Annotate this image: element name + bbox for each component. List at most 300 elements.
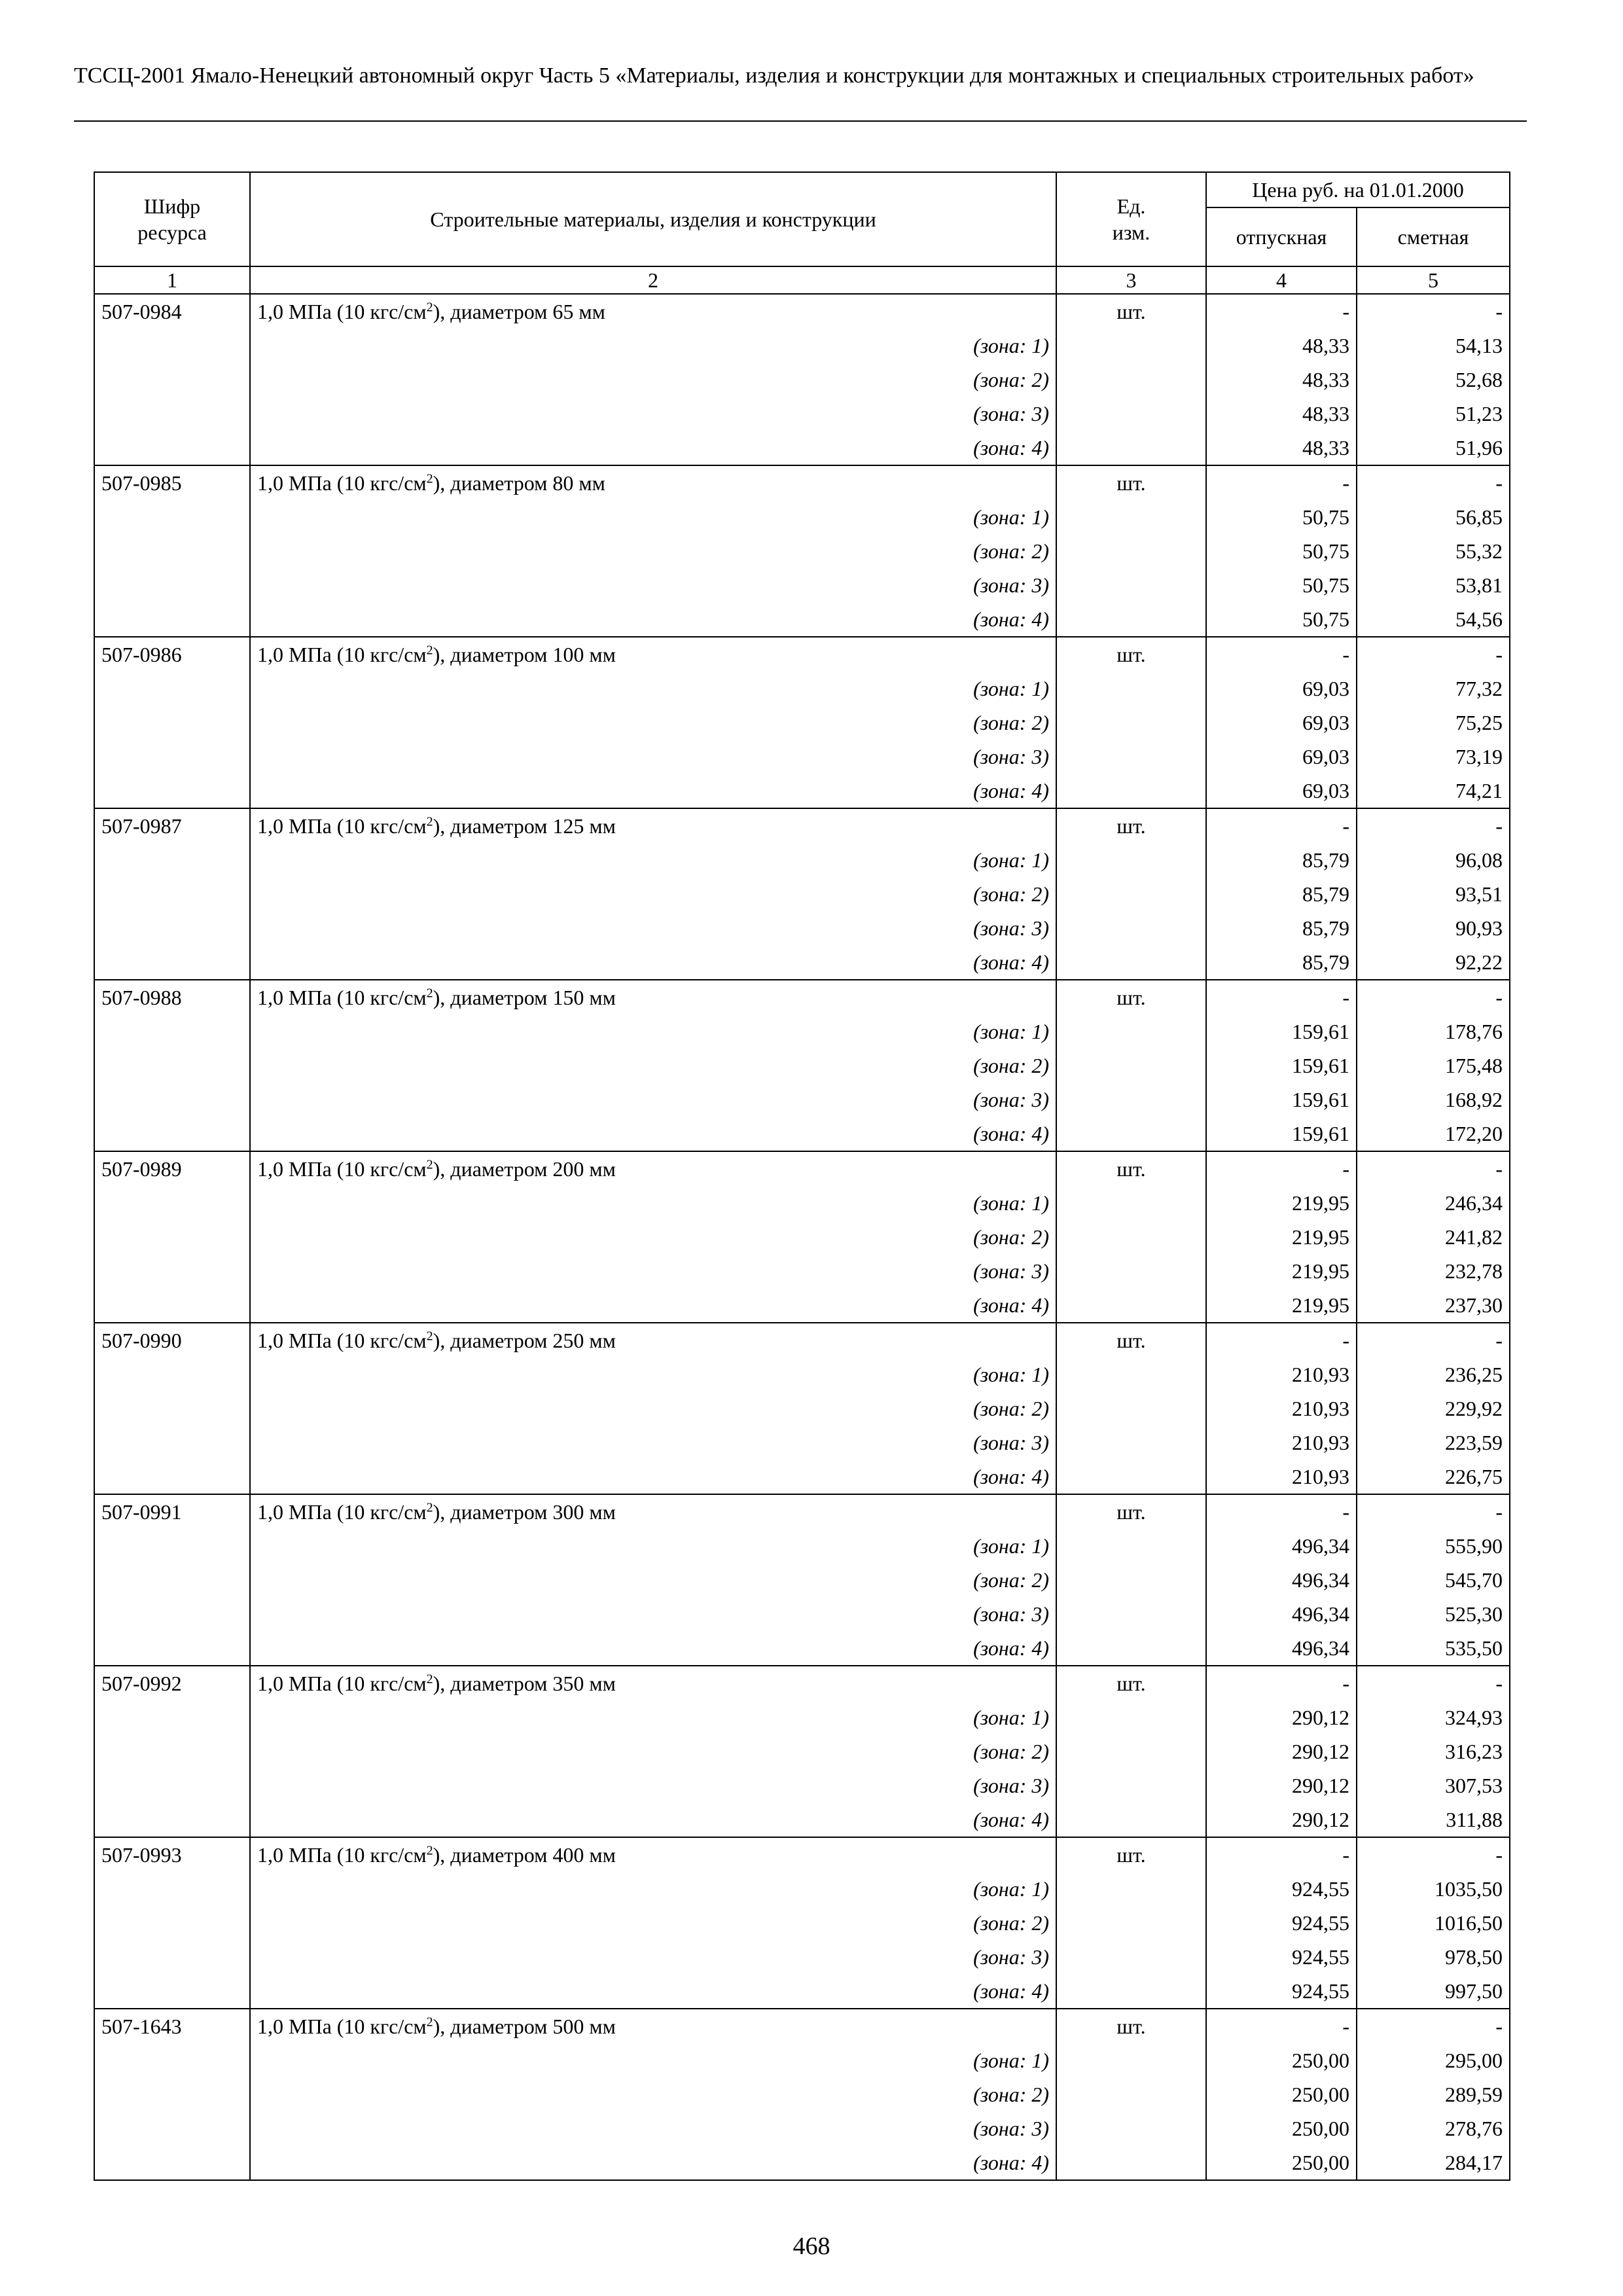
unit: шт.: [1056, 2009, 1206, 2043]
name-suffix: ), диаметром 400 мм: [433, 1843, 616, 1867]
resource-code-empty: [94, 1357, 250, 1391]
estimate-price: 93,51: [1357, 877, 1510, 911]
unit-empty: [1056, 602, 1206, 637]
release-price: 250,00: [1206, 2043, 1357, 2077]
release-price: 290,12: [1206, 1700, 1357, 1734]
estimate-price: 168,92: [1357, 1083, 1510, 1117]
zone-row: [94, 1014, 1510, 1049]
unit-empty: [1056, 363, 1206, 397]
estimate-price: 246,34: [1357, 1186, 1510, 1220]
zone-label: (зона: 4): [250, 1631, 1056, 1666]
unit-empty: [1056, 1049, 1206, 1083]
table-row: [94, 808, 1510, 843]
resource-code-empty: [94, 1186, 250, 1220]
column-number: 5: [1357, 266, 1510, 294]
release-price: 496,34: [1206, 1563, 1357, 1597]
zone-label: (зона: 2): [250, 1391, 1056, 1426]
estimate-price: 96,08: [1357, 843, 1510, 877]
resource-code-empty: [94, 1460, 250, 1494]
unit: шт.: [1056, 980, 1206, 1014]
zone-row: [94, 1529, 1510, 1563]
name-suffix: ), диаметром 500 мм: [433, 2015, 616, 2038]
name-prefix: 1,0 МПа (10 кгс/см: [257, 300, 427, 323]
material-name: [250, 465, 1056, 500]
unit-empty: [1056, 2043, 1206, 2077]
name-suffix: ), диаметром 250 мм: [433, 1329, 616, 1352]
resource-code: 507-0993: [94, 1837, 250, 1872]
release-price: -: [1206, 1666, 1357, 1700]
resource-code-empty: [94, 877, 250, 911]
estimate-price: 236,25: [1357, 1357, 1510, 1391]
unit-empty: [1056, 1529, 1206, 1563]
zone-row: [94, 1563, 1510, 1597]
unit-empty: [1056, 1254, 1206, 1288]
material-name: [250, 637, 1056, 672]
resource-code-empty: [94, 1220, 250, 1254]
name-suffix: ), диаметром 80 мм: [433, 471, 605, 495]
estimate-price: 324,93: [1357, 1700, 1510, 1734]
zone-label: (зона: 3): [250, 1768, 1056, 1803]
zone-label: (зона: 2): [250, 363, 1056, 397]
estimate-price: -: [1357, 1323, 1510, 1357]
page-number: 468: [793, 2233, 830, 2260]
resource-code-empty: [94, 500, 250, 534]
release-price: 290,12: [1206, 1803, 1357, 1837]
release-price: 219,95: [1206, 1220, 1357, 1254]
resource-code-empty: [94, 706, 250, 740]
unit-empty: [1056, 1974, 1206, 2009]
zone-row: [94, 877, 1510, 911]
name-superscript: 2: [426, 300, 433, 315]
release-price: 496,34: [1206, 1631, 1357, 1666]
estimate-price: 316,23: [1357, 1734, 1510, 1768]
resource-code-empty: [94, 672, 250, 706]
estimate-price: 545,70: [1357, 1563, 1510, 1597]
zone-label: (зона: 4): [250, 602, 1056, 637]
zone-row: [94, 1220, 1510, 1254]
unit-empty: [1056, 329, 1206, 363]
zone-label: (зона: 3): [250, 1083, 1056, 1117]
resource-code-empty: [94, 534, 250, 568]
unit-empty: [1056, 534, 1206, 568]
zone-row: [94, 1631, 1510, 1666]
zone-row: [94, 1974, 1510, 2009]
zone-label: (зона: 1): [250, 329, 1056, 363]
name-superscript: 2: [426, 1672, 433, 1687]
unit: шт.: [1056, 1837, 1206, 1872]
release-price: 250,00: [1206, 2111, 1357, 2145]
release-price: 85,79: [1206, 877, 1357, 911]
release-price: 210,93: [1206, 1426, 1357, 1460]
unit: шт.: [1056, 1494, 1206, 1529]
zone-label: (зона: 4): [250, 1803, 1056, 1837]
zone-label: (зона: 1): [250, 1529, 1056, 1563]
name-superscript: 2: [426, 1329, 433, 1344]
unit-empty: [1056, 1940, 1206, 1974]
table-row: [94, 1666, 1510, 1700]
zone-row: [94, 1803, 1510, 1837]
unit-empty: [1056, 843, 1206, 877]
resource-code-empty: [94, 1391, 250, 1426]
estimate-price: 978,50: [1357, 1940, 1510, 1974]
name-superscript: 2: [426, 814, 433, 829]
estimate-price: 295,00: [1357, 2043, 1510, 2077]
column-number: 1: [94, 266, 250, 294]
release-price: -: [1206, 808, 1357, 843]
release-price: -: [1206, 980, 1357, 1014]
name-suffix: ), диаметром 125 мм: [433, 814, 616, 838]
release-price: 85,79: [1206, 843, 1357, 877]
release-price: 250,00: [1206, 2077, 1357, 2111]
resource-code-empty: [94, 2077, 250, 2111]
unit-empty: [1056, 1083, 1206, 1117]
zone-row: [94, 1083, 1510, 1117]
release-price: 159,61: [1206, 1117, 1357, 1151]
estimate-price: 278,76: [1357, 2111, 1510, 2145]
unit-empty: [1056, 1803, 1206, 1837]
resource-code-empty: [94, 1872, 250, 1906]
unit-empty: [1056, 2111, 1206, 2145]
zone-row: [94, 431, 1510, 465]
resource-code: 507-0986: [94, 637, 250, 672]
name-superscript: 2: [426, 1157, 433, 1172]
resource-code-empty: [94, 1803, 250, 1837]
zone-row: [94, 2111, 1510, 2145]
resource-code-empty: [94, 1734, 250, 1768]
name-suffix: ), диаметром 300 мм: [433, 1500, 616, 1524]
unit-empty: [1056, 1700, 1206, 1734]
zone-row: [94, 1906, 1510, 1940]
estimate-price: 237,30: [1357, 1288, 1510, 1323]
name-superscript: 2: [426, 471, 433, 486]
zone-label: (зона: 2): [250, 1734, 1056, 1768]
estimate-price: -: [1357, 1151, 1510, 1186]
estimate-price: 997,50: [1357, 1974, 1510, 2009]
zone-label: (зона: 1): [250, 1872, 1056, 1906]
table-row: [94, 637, 1510, 672]
resource-code-empty: [94, 568, 250, 602]
release-price: 69,03: [1206, 672, 1357, 706]
name-suffix: ), диаметром 100 мм: [433, 643, 616, 666]
price-table: [94, 171, 1510, 2181]
estimate-price: 241,82: [1357, 1220, 1510, 1254]
zone-row: [94, 1049, 1510, 1083]
zone-row: [94, 329, 1510, 363]
name-prefix: 1,0 МПа (10 кгс/см: [257, 2015, 427, 2038]
estimate-price: 51,23: [1357, 397, 1510, 431]
estimate-price: 1016,50: [1357, 1906, 1510, 1940]
estimate-price: 172,20: [1357, 1117, 1510, 1151]
zone-row: [94, 1734, 1510, 1768]
release-price: 496,34: [1206, 1529, 1357, 1563]
zone-row: [94, 1426, 1510, 1460]
resource-code-empty: [94, 1049, 250, 1083]
unit-empty: [1056, 1220, 1206, 1254]
release-price: 924,55: [1206, 1940, 1357, 1974]
resource-code-empty: [94, 397, 250, 431]
estimate-price: 525,30: [1357, 1597, 1510, 1631]
zone-label: (зона: 4): [250, 1460, 1056, 1494]
zone-label: (зона: 4): [250, 431, 1056, 465]
zone-row: [94, 706, 1510, 740]
zone-row: [94, 911, 1510, 945]
zone-label: (зона: 4): [250, 1974, 1056, 2009]
unit-empty: [1056, 911, 1206, 945]
estimate-price: 178,76: [1357, 1014, 1510, 1049]
estimate-price: 56,85: [1357, 500, 1510, 534]
column-number: 4: [1206, 266, 1357, 294]
name-superscript: 2: [426, 643, 433, 658]
col-header-price: Цена руб. на 01.01.2000: [1206, 172, 1510, 207]
release-price: 50,75: [1206, 602, 1357, 637]
unit-empty: [1056, 1186, 1206, 1220]
resource-code: 507-0990: [94, 1323, 250, 1357]
release-price: 69,03: [1206, 706, 1357, 740]
resource-code-empty: [94, 1014, 250, 1049]
resource-code: 507-0991: [94, 1494, 250, 1529]
estimate-price: 53,81: [1357, 568, 1510, 602]
zone-label: (зона: 3): [250, 740, 1056, 774]
name-prefix: 1,0 МПа (10 кгс/см: [257, 471, 427, 495]
estimate-price: 232,78: [1357, 1254, 1510, 1288]
material-name: [250, 1323, 1056, 1357]
unit-empty: [1056, 431, 1206, 465]
estimate-price: -: [1357, 980, 1510, 1014]
header-rule: [74, 120, 1527, 122]
release-price: -: [1206, 1151, 1357, 1186]
unit-empty: [1056, 740, 1206, 774]
zone-row: [94, 602, 1510, 637]
zone-row: [94, 1357, 1510, 1391]
name-prefix: 1,0 МПа (10 кгс/см: [257, 643, 427, 666]
unit-empty: [1056, 568, 1206, 602]
release-price: -: [1206, 465, 1357, 500]
zone-row: [94, 1186, 1510, 1220]
col-header-unit: Ед. изм.: [1056, 172, 1206, 266]
table-body: [94, 294, 1510, 2180]
estimate-price: 77,32: [1357, 672, 1510, 706]
release-price: 159,61: [1206, 1049, 1357, 1083]
zone-label: (зона: 1): [250, 1186, 1056, 1220]
estimate-price: 223,59: [1357, 1426, 1510, 1460]
material-name: [250, 2009, 1056, 2043]
release-price: 48,33: [1206, 397, 1357, 431]
release-price: -: [1206, 1323, 1357, 1357]
resource-code-empty: [94, 1529, 250, 1563]
table-row: [94, 1494, 1510, 1529]
release-price: 85,79: [1206, 911, 1357, 945]
zone-row: [94, 843, 1510, 877]
name-prefix: 1,0 МПа (10 кгс/см: [257, 986, 427, 1009]
unit-empty: [1056, 2077, 1206, 2111]
zone-row: [94, 500, 1510, 534]
unit-empty: [1056, 1357, 1206, 1391]
unit-empty: [1056, 774, 1206, 808]
unit: шт.: [1056, 294, 1206, 329]
zone-row: [94, 2145, 1510, 2180]
unit-empty: [1056, 1426, 1206, 1460]
estimate-price: 555,90: [1357, 1529, 1510, 1563]
col-header-code: Шифр ресурса: [94, 172, 250, 266]
estimate-price: 55,32: [1357, 534, 1510, 568]
zone-label: (зона: 4): [250, 2145, 1056, 2180]
material-name: [250, 1837, 1056, 1872]
estimate-price: -: [1357, 1494, 1510, 1529]
release-price: 69,03: [1206, 774, 1357, 808]
estimate-price: 73,19: [1357, 740, 1510, 774]
resource-code-empty: [94, 431, 250, 465]
material-name: [250, 1494, 1056, 1529]
release-price: 50,75: [1206, 568, 1357, 602]
estimate-price: 229,92: [1357, 1391, 1510, 1426]
unit-empty: [1056, 1014, 1206, 1049]
name-prefix: 1,0 МПа (10 кгс/см: [257, 1672, 427, 1695]
unit-empty: [1056, 945, 1206, 980]
release-price: 50,75: [1206, 534, 1357, 568]
zone-row: [94, 1254, 1510, 1288]
release-price: -: [1206, 1837, 1357, 1872]
zone-row: [94, 1597, 1510, 1631]
resource-code: 507-1643: [94, 2009, 250, 2043]
resource-code-empty: [94, 1083, 250, 1117]
estimate-price: 51,96: [1357, 431, 1510, 465]
zone-label: (зона: 1): [250, 1357, 1056, 1391]
resource-code: 507-0984: [94, 294, 250, 329]
zone-row: [94, 2077, 1510, 2111]
unit: шт.: [1056, 1323, 1206, 1357]
unit-empty: [1056, 1734, 1206, 1768]
table-row: [94, 2009, 1510, 2043]
zone-label: (зона: 3): [250, 1254, 1056, 1288]
col-header-release: отпускная: [1206, 207, 1357, 266]
resource-code-empty: [94, 774, 250, 808]
name-prefix: 1,0 МПа (10 кгс/см: [257, 1843, 427, 1867]
unit-empty: [1056, 500, 1206, 534]
zone-row: [94, 534, 1510, 568]
estimate-price: -: [1357, 2009, 1510, 2043]
resource-code-empty: [94, 1974, 250, 2009]
release-price: 924,55: [1206, 1872, 1357, 1906]
zone-label: (зона: 1): [250, 672, 1056, 706]
release-price: 496,34: [1206, 1597, 1357, 1631]
column-number-row: [94, 266, 1510, 294]
resource-code: 507-0987: [94, 808, 250, 843]
release-price: 210,93: [1206, 1357, 1357, 1391]
estimate-price: 307,53: [1357, 1768, 1510, 1803]
release-price: 69,03: [1206, 740, 1357, 774]
resource-code-empty: [94, 1700, 250, 1734]
estimate-price: 175,48: [1357, 1049, 1510, 1083]
estimate-price: -: [1357, 465, 1510, 500]
unit-empty: [1056, 1288, 1206, 1323]
estimate-price: -: [1357, 808, 1510, 843]
name-superscript: 2: [426, 2015, 433, 2030]
resource-code-empty: [94, 1288, 250, 1323]
name-prefix: 1,0 МПа (10 кгс/см: [257, 1157, 427, 1181]
zone-label: (зона: 1): [250, 1700, 1056, 1734]
resource-code-empty: [94, 1426, 250, 1460]
estimate-price: -: [1357, 1837, 1510, 1872]
name-suffix: ), диаметром 350 мм: [433, 1672, 616, 1695]
name-prefix: 1,0 МПа (10 кгс/см: [257, 814, 427, 838]
unit-empty: [1056, 1906, 1206, 1940]
resource-code: 507-0988: [94, 980, 250, 1014]
release-price: -: [1206, 2009, 1357, 2043]
unit: шт.: [1056, 465, 1206, 500]
zone-label: (зона: 2): [250, 706, 1056, 740]
zone-label: (зона: 3): [250, 1940, 1056, 1974]
zone-row: [94, 1288, 1510, 1323]
resource-code-empty: [94, 911, 250, 945]
name-superscript: 2: [426, 986, 433, 1001]
release-price: 219,95: [1206, 1186, 1357, 1220]
zone-row: [94, 1391, 1510, 1426]
release-price: 290,12: [1206, 1768, 1357, 1803]
zone-label: (зона: 2): [250, 1220, 1056, 1254]
zone-label: (зона: 2): [250, 1906, 1056, 1940]
table-header: [94, 172, 1510, 294]
unit: шт.: [1056, 808, 1206, 843]
zone-row: [94, 1700, 1510, 1734]
zone-row: [94, 672, 1510, 706]
name-prefix: 1,0 МПа (10 кгс/см: [257, 1500, 427, 1524]
zone-label: (зона: 4): [250, 1117, 1056, 1151]
material-name: [250, 294, 1056, 329]
estimate-price: 1035,50: [1357, 1872, 1510, 1906]
unit-empty: [1056, 877, 1206, 911]
zone-row: [94, 740, 1510, 774]
resource-code: 507-0989: [94, 1151, 250, 1186]
document-header: ТССЦ-2001 Ямало-Ненецкий автономный округ Часть 5 «Материалы, изделия и конструкции для монтажных и специальных строительных работ»: [74, 63, 1474, 88]
unit: шт.: [1056, 1151, 1206, 1186]
zone-label: (зона: 4): [250, 1288, 1056, 1323]
release-price: 85,79: [1206, 945, 1357, 980]
estimate-price: -: [1357, 294, 1510, 329]
name-superscript: 2: [426, 1843, 433, 1858]
zone-label: (зона: 2): [250, 534, 1056, 568]
resource-code-empty: [94, 1768, 250, 1803]
resource-code-empty: [94, 1940, 250, 1974]
zone-row: [94, 2043, 1510, 2077]
resource-code-empty: [94, 1117, 250, 1151]
estimate-price: 74,21: [1357, 774, 1510, 808]
name-suffix: ), диаметром 65 мм: [433, 300, 605, 323]
resource-code-empty: [94, 1563, 250, 1597]
release-price: 219,95: [1206, 1254, 1357, 1288]
estimate-price: 284,17: [1357, 2145, 1510, 2180]
name-suffix: ), диаметром 150 мм: [433, 986, 616, 1009]
zone-label: (зона: 3): [250, 911, 1056, 945]
release-price: 290,12: [1206, 1734, 1357, 1768]
resource-code-empty: [94, 329, 250, 363]
unit: шт.: [1056, 1666, 1206, 1700]
material-name: [250, 1666, 1056, 1700]
unit-empty: [1056, 1597, 1206, 1631]
resource-code-empty: [94, 843, 250, 877]
zone-row: [94, 1460, 1510, 1494]
estimate-price: -: [1357, 637, 1510, 672]
zone-row: [94, 363, 1510, 397]
zone-row: [94, 1117, 1510, 1151]
estimate-price: 289,59: [1357, 2077, 1510, 2111]
table-row: [94, 1323, 1510, 1357]
resource-code-empty: [94, 1631, 250, 1666]
zone-label: (зона: 2): [250, 1049, 1056, 1083]
unit-empty: [1056, 706, 1206, 740]
zone-label: (зона: 4): [250, 774, 1056, 808]
column-number: 2: [250, 266, 1056, 294]
estimate-price: 54,13: [1357, 329, 1510, 363]
